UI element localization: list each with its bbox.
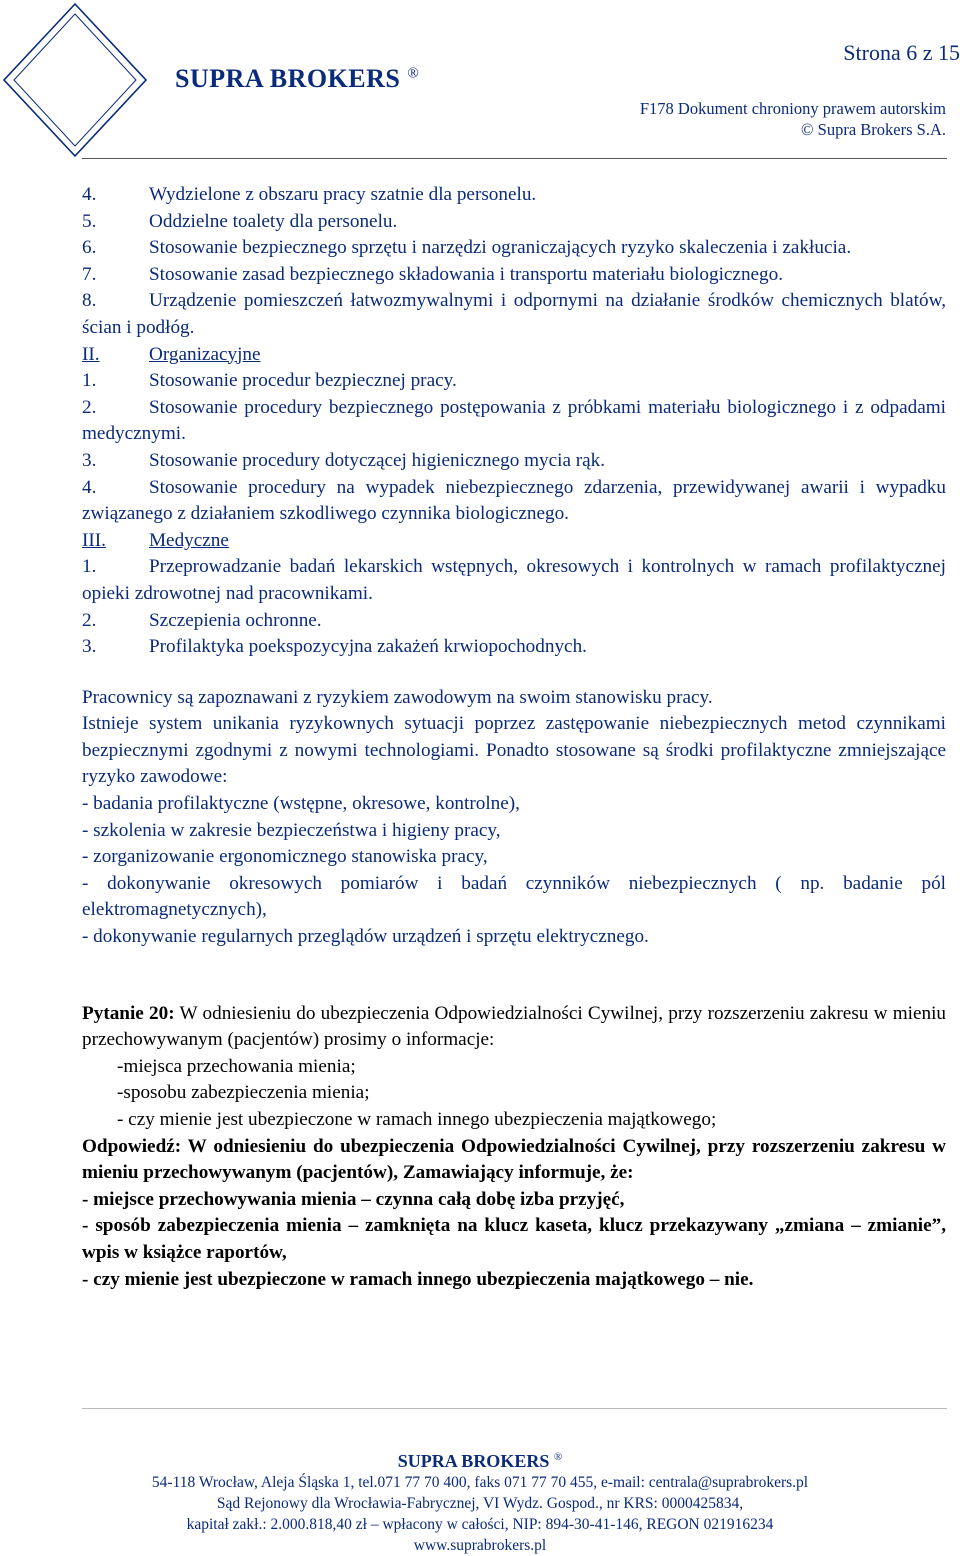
footer-address: 54-118 Wrocław, Aleja Śląska 1, tel.071 77 70 400, faks 071 77 70 455, e-mail: centrala@suprabrokers.pl [151,1474,809,1491]
list-item: - czy mienie jest ubezpieczone w ramach innego ubezpieczenia majątkowego; [117,1109,717,1130]
list-item: 7. Stosowanie zasad bezpiecznego składowania i transportu materiału biologicznego. [82,263,784,285]
list-item: - badania profilaktyczne (wstępne, okresowe, kontrolne), [82,793,520,815]
list-item: 6. Stosowanie bezpiecznego sprzętu i narzędzi ograniczających ryzyko skaleczenia i zakłucia. [82,237,852,259]
list-item: -sposobu zabezpieczenia mienia; [117,1082,370,1104]
list-item: 3. Stosowanie procedury dotyczącej higienicznego mycia rąk. [82,449,606,471]
list-item: 5. Oddzielne toalety dla personelu. [82,210,398,232]
footer-website[interactable]: www.suprabrokers.pl [413,1537,547,1554]
list-item: - szkolenia w zakresie bezpieczeństwa i higieny pracy, [82,819,501,841]
logo-diamond-icon [0,0,150,160]
footer [0,1447,960,1556]
list-item: - dokonywanie okresowych pomiarów i badań czynników niebezpiecznych ( np. badanie pól elektromagnetycznych), [82,872,946,921]
copyright-note: F178 Dokument chroniony prawem autorskim © Supra Brokers S.A. [639,99,946,139]
header-brand: SUPRA BROKERS ® [175,64,420,93]
document-body [82,182,946,1293]
medical-measures-list [82,554,946,660]
answer-items [82,1187,946,1293]
footer-divider [82,1408,947,1409]
list-item: 2. Stosowanie procedury bezpiecznego postępowania z próbkami materiału biologicznego i z odpadami medycznymi. [82,396,946,445]
list-item: - miejsce przechowywania mienia – czynna całą dobę izba przyjęć, [82,1188,625,1210]
list-item: - sposób zabezpieczenia mienia – zamknięta na klucz kaseta, klucz przekazywany „zmiana – zmianie”, wpis w książce raportów, [82,1215,946,1263]
paragraph-risk-info: Pracownicy są zapoznawani z ryzykiem zawodowym na swoim stanowisku pracy. [82,686,713,708]
list-item: 1. Przeprowadzanie badań lekarskich wstępnych, okresowych i kontrolnych w ramach profilaktycznej opieki zdrowotnej nad pracownikami. [82,556,946,604]
list-item: - dokonywanie regularnych przeglądów urządzeń i sprzętu elektrycznego. [82,926,649,948]
list-item: 3. Profilaktyka poekspozycyjna zakażeń krwiopochodnych. [82,636,587,658]
list-item: -miejsca przechowania mienia; [117,1055,356,1077]
list-item: 2. Szczepienia ochronne. [82,609,322,631]
header-divider [82,158,947,159]
technical-measures-list [82,182,946,342]
section-heading-organizational: II. Organizacyjne [82,343,261,365]
answer-paragraph: Odpowiedź: W odniesieniu do ubezpieczenia Odpowiedzialności Cywilnej, przy rozszerzeniu zakresu w mieniu przechowywanym (pacjentów), Zamawiający informuje, że: [82,1135,946,1184]
list-item: 4. Wydzielone z obszaru pracy szatnie dla personelu. [82,184,537,205]
list-item: 4. Stosowanie procedury na wypadek niebezpiecznego zdarzenia, przewidywanej awarii i wypadku związanego z działaniem szkodliwego czynnika biologicznego. [82,476,946,525]
footer-capital: kapitał zakł.: 2.000.818,40 zł – wpłacony w całości, NIP: 894-30-41-146, REGON 021916234 [186,1516,774,1533]
section-heading-medical: III. Medyczne [82,529,229,551]
paragraph-risk-avoidance: Istnieje system unikania ryzykownych sytuacji poprzez zastępowanie niebezpiecznych metod czynnikami bezpiecznymi zgodnymi z nowymi technologiami. Ponadto stosowane są środki profilaktyczne zmniejszające ryzyko zawodowe: [82,713,946,788]
footer-brand: SUPRA BROKERS ® [397,1451,563,1471]
question-paragraph: Pytanie 20: W odniesieniu do ubezpieczenia Odpowiedzialności Cywilnej, przy rozszerzeniu zakresu w mieniu przechowywanym (pacjentów) prosimy o informacje: [82,1002,946,1051]
list-item: 1. Stosowanie procedur bezpiecznej pracy. [82,370,457,392]
list-item: - zorganizowanie ergonomicznego stanowiska pracy, [82,846,488,868]
answer-label: Odpowiedź: [82,1135,182,1157]
list-item: 8. Urządzenie pomieszczeń łatwozmywalnymi i odpornymi na działanie środków chemicznych blatów, ścian i podłóg. [82,290,946,338]
organizational-measures-list [82,368,946,528]
question-items [82,1054,946,1134]
list-item: - czy mienie jest ubezpieczone w ramach innego ubezpieczenia majątkowego – nie. [82,1268,754,1290]
preventive-measures-list [82,791,946,951]
page-number: Strona 6 z 15 [843,40,960,65]
footer-registry: Sąd Rejonowy dla Wrocławia-Fabrycznej, VI Wydz. Gospod., nr KRS: 0000425834, [216,1495,744,1512]
question-label: Pytanie 20: [82,1002,175,1024]
